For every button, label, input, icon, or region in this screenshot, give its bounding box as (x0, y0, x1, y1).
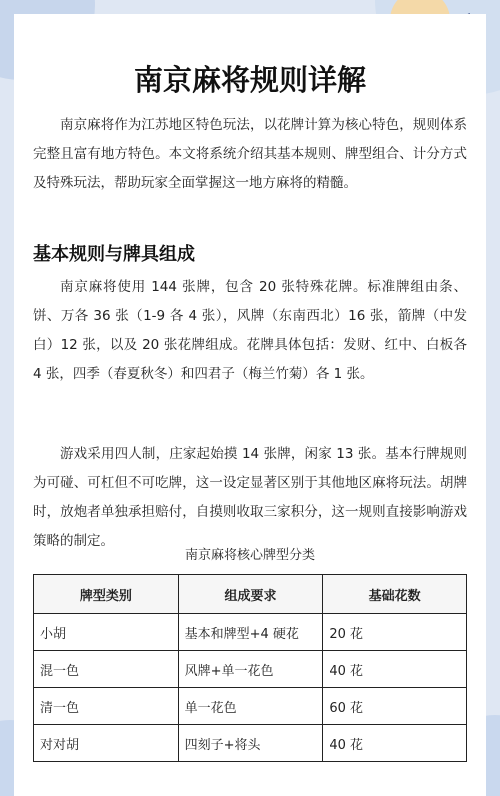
table-cell: 清一色 (34, 688, 179, 725)
table-cell: 混一色 (34, 651, 179, 688)
table-cell: 对对胡 (34, 725, 179, 762)
tile-type-table (33, 574, 467, 762)
table-cell: 40 花 (323, 725, 467, 762)
table-row (34, 651, 467, 688)
column-header: 牌型类别 (34, 575, 179, 614)
intro-paragraph: 南京麻将作为江苏地区特色玩法，以花牌计算为核心特色，规则体系完整且富有地方特色。本文将系统介绍其基本规则、牌型组合、计分方式及特殊玩法，帮助玩家全面掌握这一地方麻将的精髓。 (33, 117, 467, 191)
table-header-row (34, 575, 467, 614)
table-caption: 南京麻将核心牌型分类 (184, 548, 315, 563)
table-cell: 四刻子+将头 (178, 725, 323, 762)
table-cell: 40 花 (323, 651, 467, 688)
table-cell: 风牌+单一花色 (178, 651, 323, 688)
document-title: 南京麻将规则详解 (133, 63, 366, 97)
table-cell: 小胡 (34, 614, 179, 651)
table-cell: 单一花色 (178, 688, 323, 725)
table-row (34, 688, 467, 725)
table-cell: 基本和牌型+4 硬花 (178, 614, 323, 651)
table-cell: 60 花 (323, 688, 467, 725)
document-page (14, 14, 486, 796)
body-paragraph: 南京麻将使用 144 张牌，包含 20 张特殊花牌。标准牌组由条、饼、万各 36 张（1-9 各 4 张），风牌（东南西北）16 张，箭牌（中发白）12 张，以及 20 张花牌组成。花牌具体包括：发财、红中、白板各 4 张，四季（春夏秋冬）和四君子（梅兰竹菊）各 1 张。 (33, 279, 467, 382)
column-header: 组成要求 (178, 575, 323, 614)
table-row (34, 614, 467, 651)
column-header: 基础花数 (323, 575, 467, 614)
table-cell: 20 花 (323, 614, 467, 651)
table-row (34, 725, 467, 762)
body-paragraph: 游戏采用四人制，庄家起始摸 14 张牌，闲家 13 张。基本行牌规则为可碰、可杠但不可吃牌，这一设定显著区别于其他地区麻将玩法。胡牌时，放炮者单独承担赔付，自摸则收取三家积分，这一规则直接影响游戏策略的制定。 (33, 446, 467, 549)
section-heading: 基本规则与牌具组成 (33, 244, 195, 265)
